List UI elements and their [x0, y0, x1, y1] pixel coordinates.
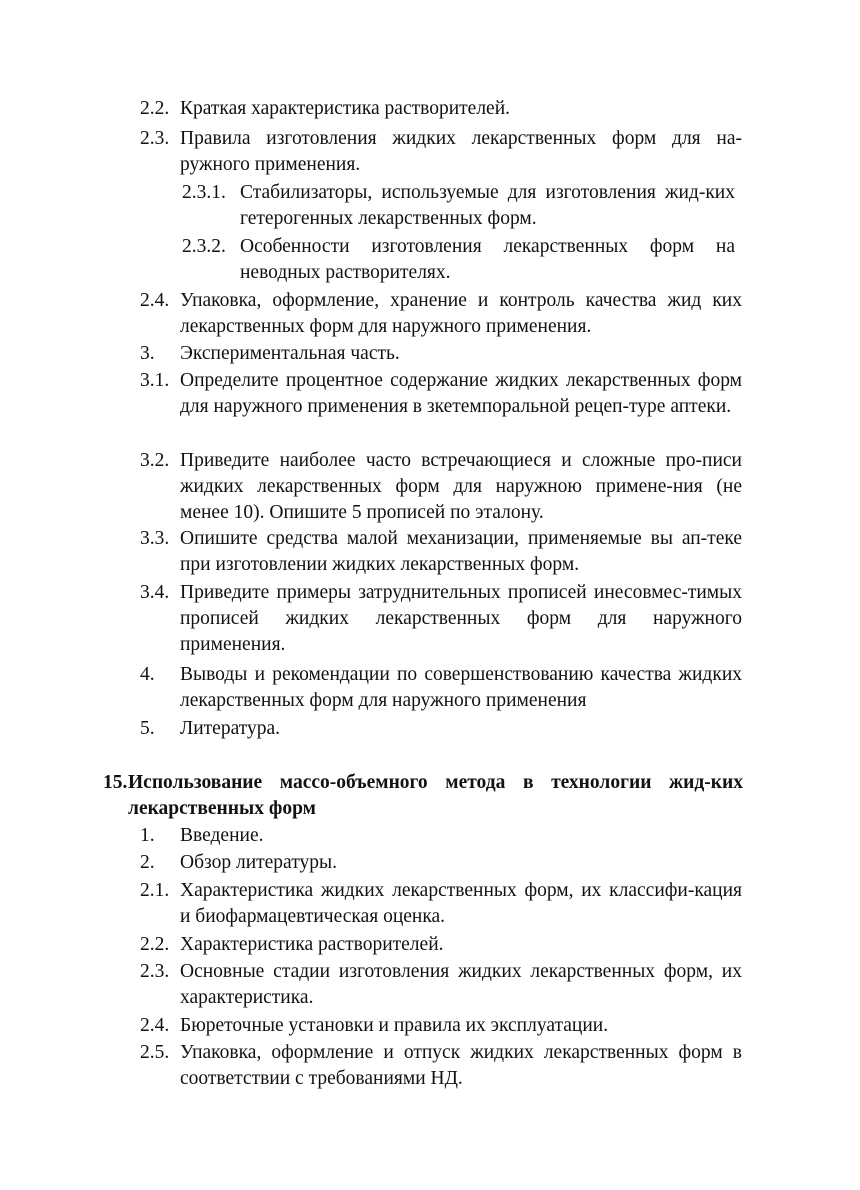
item-number: 2.3.	[140, 128, 170, 149]
item-number: 4.	[140, 664, 155, 685]
item-number: 2.5.	[140, 1042, 170, 1063]
item-text: Характеристика жидких лекарственных форм, их классифи-кация и биофармацевтическая оценка.	[180, 880, 742, 927]
list-item	[140, 716, 742, 742]
item-text: Введение.	[180, 825, 264, 846]
item-text: Особенности изготовления лекарственных форм на неводных растворителях.	[240, 236, 735, 283]
item-text: Основные стадии изготовления жидких лекарственных форм, их характеристика.	[180, 961, 742, 1008]
section-heading	[103, 770, 743, 822]
item-number: 2.4.	[140, 1015, 170, 1036]
item-number: 2.1.	[140, 880, 170, 901]
list-item	[140, 878, 742, 930]
list-item	[182, 180, 735, 232]
item-number: 2.3.2.	[182, 236, 226, 257]
item-number: 2.	[140, 852, 155, 873]
item-text: Упаковка, оформление, хранение и контроль качества жид ких лекарственных форм для наружного применения.	[180, 290, 742, 337]
item-text: Литература.	[180, 718, 281, 739]
item-text: Приведите примеры затруднительных прописей инесовмес-тимых прописей жидких лекарственных форм для наружного применения.	[180, 582, 742, 655]
item-text: Стабилизаторы, используемые для изготовления жид-ких гетерогенных лекарственных форм.	[240, 182, 735, 229]
list-item	[140, 823, 742, 849]
item-text: Бюреточные установки и правила их эксплуатации.	[180, 1015, 609, 1036]
list-item	[140, 959, 742, 1011]
list-item	[140, 368, 742, 420]
item-number: 1.	[140, 825, 155, 846]
item-text: Краткая характеристика растворителей.	[180, 98, 511, 119]
list-item	[140, 932, 742, 958]
item-number: 2.2.	[140, 934, 170, 955]
item-text: Приведите наиболее часто встречающиеся и сложные про-писи жидких лекарственных форм для наружною примене-ния (не менее 10). Опишите 5 прописей по эталону.	[180, 450, 742, 523]
list-item	[140, 1013, 742, 1039]
item-number: 3.4.	[140, 582, 170, 603]
item-number: 5.	[140, 718, 155, 739]
item-text: Обзор литературы.	[180, 852, 337, 873]
item-text: Опишите средства малой механизации, применяемые вы ап-теке при изготовлении жидких лекарственных форм.	[180, 528, 742, 575]
list-item	[140, 1040, 742, 1092]
section-title: Использование массо-объемного метода в технологии жид-ких лекарственных форм	[128, 772, 743, 819]
list-item	[182, 234, 735, 286]
item-text: Упаковка, оформление и отпуск жидких лекарственных форм в соответствии с требованиями НД.	[180, 1042, 742, 1089]
item-number: 3.2.	[140, 450, 170, 471]
item-number: 3.1.	[140, 370, 170, 391]
item-number: 2.3.1.	[182, 182, 226, 203]
item-number: 2.3.	[140, 961, 170, 982]
item-text: Выводы и рекомендации по совершенствованию качества жидких лекарственных форм для наружного применения	[180, 664, 742, 711]
item-text: Характеристика растворителей.	[180, 934, 444, 955]
item-text: Экспериментальная часть.	[180, 343, 400, 364]
list-item	[140, 850, 742, 876]
list-item	[140, 662, 742, 714]
list-item	[140, 526, 742, 578]
item-number: 3.	[140, 343, 155, 364]
section-number: 15.	[103, 772, 128, 793]
item-number: 2.2.	[140, 98, 170, 119]
list-item	[140, 126, 742, 178]
list-item	[140, 448, 742, 526]
item-text: Определите процентное содержание жидких лекарственных форм для наружного применения в зкетемпоральной рецеп-туре аптеки.	[180, 370, 742, 417]
item-number: 2.4.	[140, 290, 170, 311]
list-item	[140, 341, 742, 367]
item-number: 3.3.	[140, 528, 170, 549]
list-item	[140, 96, 742, 122]
list-item	[140, 288, 742, 340]
item-text: Правила изготовления жидких лекарственных форм для на-ружного применения.	[180, 128, 742, 175]
list-item	[140, 580, 742, 658]
